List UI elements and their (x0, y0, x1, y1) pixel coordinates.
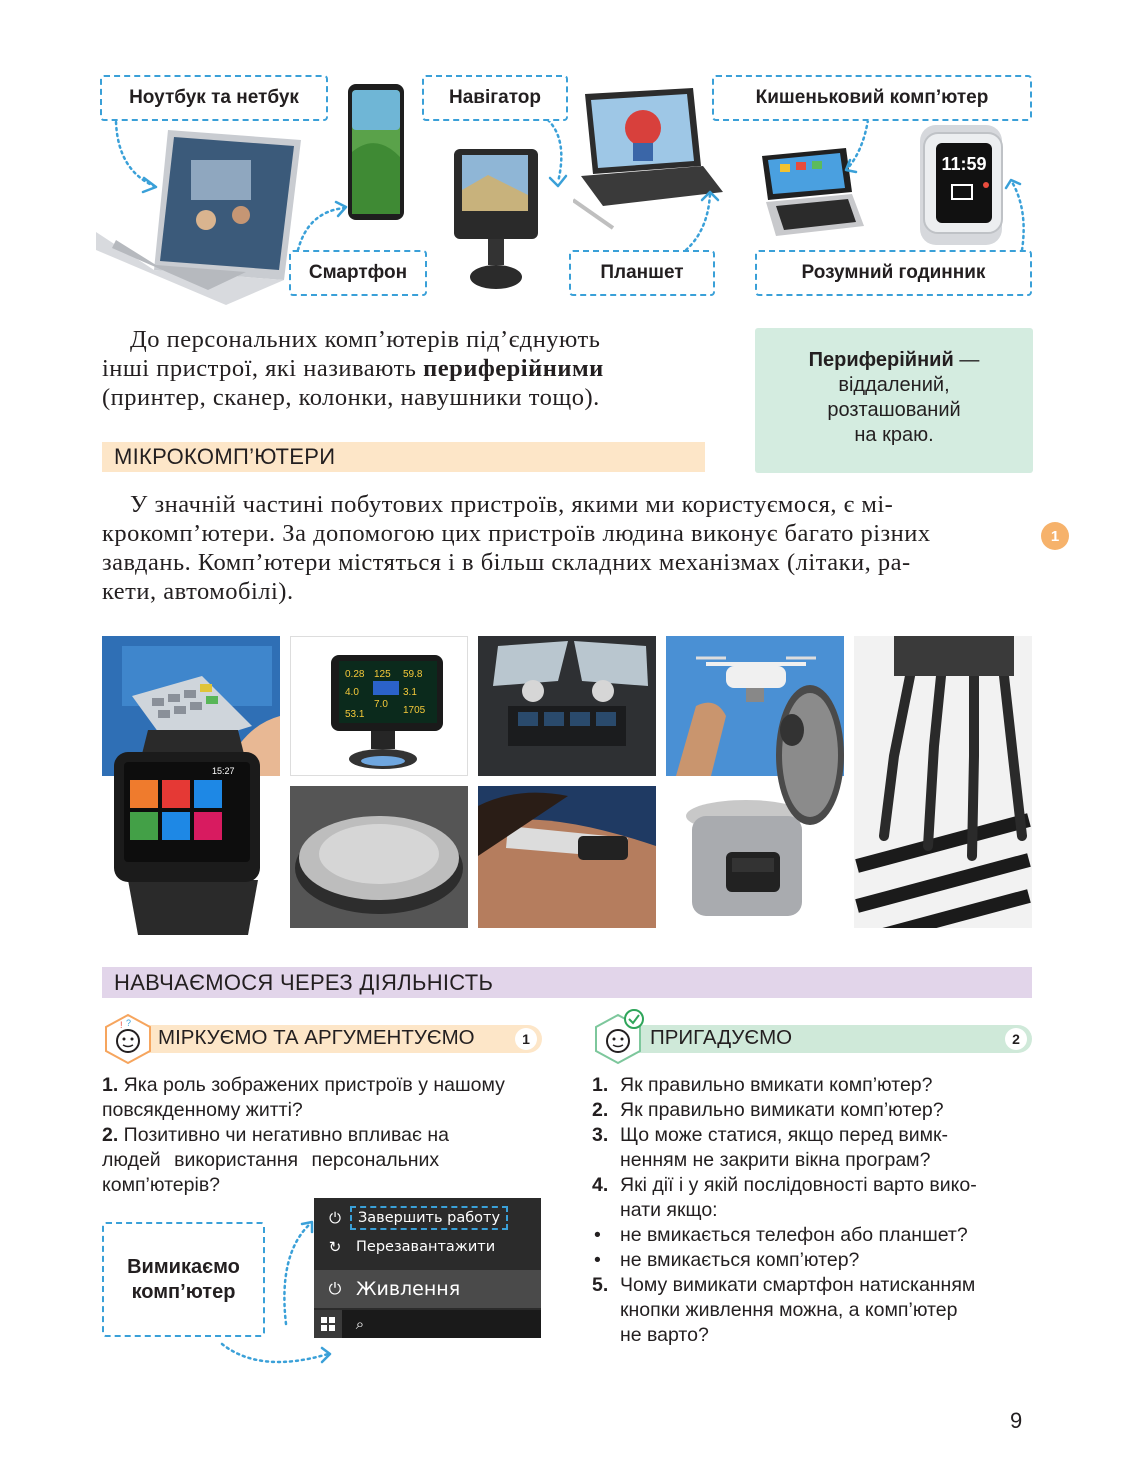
recall-item (592, 1073, 1037, 1098)
recall-item-line: не вмикається комп’ютер? (620, 1249, 860, 1271)
svg-text:?: ? (126, 1018, 132, 1028)
watch-time-text: 11:59 (941, 154, 987, 174)
reasoning-q2-line2: людей використання персональних (102, 1149, 440, 1171)
recall-item-number: 2. (592, 1099, 609, 1121)
pocket-pc-label: Кишеньковий комп’ютер (712, 75, 1032, 121)
gauge-value-1: 0.28 (345, 669, 365, 680)
recall-item-line: Чому вимикати смартфон натисканням (620, 1274, 976, 1296)
navigator-label: Навігатор (422, 75, 568, 121)
windows-start-icon[interactable] (314, 1310, 342, 1338)
definition-line-2: розташований (827, 399, 961, 421)
search-icon[interactable]: ⌕ (355, 1315, 365, 1333)
thinking-face-icon (102, 1013, 154, 1065)
micro-paragraph (102, 490, 1032, 606)
shutdown-menu-text: Завершить работу (350, 1206, 508, 1230)
reasoning-q2-line1 (102, 1123, 542, 1148)
restart-menu-item[interactable] (314, 1233, 541, 1261)
q2-text: Позитивно чи негативно впливає на (118, 1124, 449, 1146)
gauge-value-7: 1705 (403, 705, 426, 716)
recall-item-number: 1. (592, 1074, 609, 1096)
page-number: 9 (1010, 1408, 1023, 1433)
recall-item-number: 3. (592, 1124, 609, 1146)
activity-heading: НАВЧАЄМОСЯ ЧЕРЕЗ ДІЯЛЬНІСТЬ (102, 967, 1032, 998)
intro-line-1: До персональних комп’ютерів під’єднують (130, 326, 601, 353)
smart-glasses-photo (478, 786, 656, 928)
q1-text: Яка роль зображених пристроїв у нашому (118, 1074, 505, 1096)
gauge-value-4: 4.0 (345, 687, 359, 698)
recall-item-line: Що може статися, якщо перед вимк- (620, 1124, 949, 1146)
micro-line-3: завдань. Комп’ютери містяться і в більш складних механізмах (літаки, ра- (102, 549, 911, 576)
reasoning-q1-line2: повсякденному житті? (102, 1099, 303, 1121)
intro-line-2-text: інші пристрої, які називають (102, 355, 424, 382)
recall-item (592, 1123, 1037, 1173)
gauge-value-8: 53.1 (345, 709, 365, 720)
definition-term: Периферійний (808, 349, 954, 371)
reasoning-q2-line3: комп’ютерів? (102, 1174, 221, 1196)
restart-icon: ↻ (328, 1238, 342, 1256)
tablet-label: Планшет (569, 250, 715, 296)
recall-item-line: Як правильно вмикати комп’ютер? (620, 1074, 933, 1096)
figure-reference-badge: 1 (1041, 522, 1069, 550)
laptop-label: Ноутбук та нетбук (100, 75, 328, 121)
recall-item-bullet: • (594, 1249, 601, 1271)
smartwatch-label: Розумний годинник (755, 250, 1032, 296)
recall-item (592, 1173, 1037, 1223)
remember-face-icon (592, 1007, 648, 1065)
power-icon: ⏻ (329, 1209, 341, 1227)
power-menu-item[interactable] (314, 1270, 541, 1308)
recall-item-line: нати якщо: (620, 1199, 718, 1221)
reasoning-questions (102, 1073, 542, 1198)
reasoning-q1-line1 (102, 1073, 542, 1098)
gauge-value-6: 7.0 (374, 699, 388, 710)
definition-title (755, 348, 1033, 373)
q1-number: 1. (102, 1074, 119, 1096)
taskbar (314, 1310, 541, 1338)
recall-item-text (620, 1248, 859, 1273)
recall-item (592, 1273, 1037, 1348)
shutdown-label-line2: комп’ютер (131, 1280, 236, 1303)
recall-item (592, 1098, 1037, 1123)
micro-line-1: У значній частині побутових пристроїв, якими ми користуємося, є мі- (130, 491, 894, 518)
car-gauge-photo (290, 636, 468, 776)
shutdown-menu-item[interactable] (314, 1204, 541, 1232)
gauge-value-5: 3.1 (403, 687, 417, 698)
micro-line-2: крокомп’ютери. За допомогою цих пристроїв людина виконує багато різних (102, 520, 931, 547)
q2-number: 2. (102, 1124, 119, 1146)
definition-line-3: на краю. (854, 424, 934, 446)
gauge-value-2: 125 (374, 669, 391, 680)
reasoning-title: МІРКУЄМО ТА АРГУМЕНТУЄМО (158, 1026, 475, 1049)
recall-item-text (620, 1123, 948, 1173)
shutdown-label-line1: Вимикаємо (127, 1255, 240, 1278)
power-menu-text: Живлення (356, 1278, 461, 1300)
recall-item-line: не вмикається телефон або планшет? (620, 1224, 968, 1246)
reasoning-header (102, 1013, 542, 1063)
recall-item-line: ненням не закрити вікна програм? (620, 1149, 931, 1171)
definition-box (755, 328, 1033, 473)
intro-line-2 (102, 354, 722, 383)
recall-item-text (620, 1223, 968, 1248)
micro-heading: МІКРОКОМП’ЮТЕРИ (102, 442, 705, 472)
smartwatch-photo (108, 730, 268, 940)
reasoning-badge: 1 (515, 1028, 537, 1050)
start-menu (314, 1198, 541, 1338)
gauge-value-3: 59.8 (403, 669, 423, 680)
svg-text:!: ! (120, 1020, 123, 1030)
definition-line-1: віддалений, (838, 374, 950, 396)
cockpit-photo (478, 636, 656, 776)
robot-vacuum-photo (290, 786, 468, 928)
restart-menu-text: Перезавантажити (356, 1239, 496, 1255)
recall-item-line: кнопки живлення можна, а комп’ютер (620, 1299, 958, 1321)
recall-header (592, 1013, 1032, 1063)
multicooker-lid (770, 680, 850, 830)
intro-paragraph (102, 325, 722, 412)
recall-item-line: Які дії і у якій послідовності варто вико- (620, 1174, 977, 1196)
recall-item-number: 4. (592, 1174, 609, 1196)
peripheral-term: периферійними (423, 355, 604, 382)
gallery-watch-time: 15:27 (212, 766, 235, 776)
recall-item (592, 1223, 1037, 1248)
recall-list (592, 1073, 1037, 1348)
robot-hand-photo (854, 636, 1032, 928)
smartphone-label: Смартфон (289, 250, 427, 296)
recall-item-text (620, 1073, 933, 1098)
recall-item-text (620, 1273, 975, 1348)
recall-item-line: не варто? (620, 1324, 709, 1346)
micro-line-4: кети, автомобілі). (102, 578, 294, 605)
recall-badge: 2 (1005, 1028, 1027, 1050)
definition-dash: — (953, 349, 980, 371)
recall-item-text (620, 1098, 944, 1123)
recall-item-bullet: • (594, 1224, 601, 1246)
recall-item-text (620, 1173, 977, 1223)
intro-line-3: (принтер, сканер, колонки, навушники тощо). (102, 384, 600, 411)
recall-item-number: 5. (592, 1274, 609, 1296)
recall-item (592, 1248, 1037, 1273)
recall-title: ПРИГАДУЄМО (650, 1026, 793, 1049)
recall-item-line: Як правильно вимикати комп’ютер? (620, 1099, 944, 1121)
power-icon: ⏻ (328, 1279, 342, 1298)
